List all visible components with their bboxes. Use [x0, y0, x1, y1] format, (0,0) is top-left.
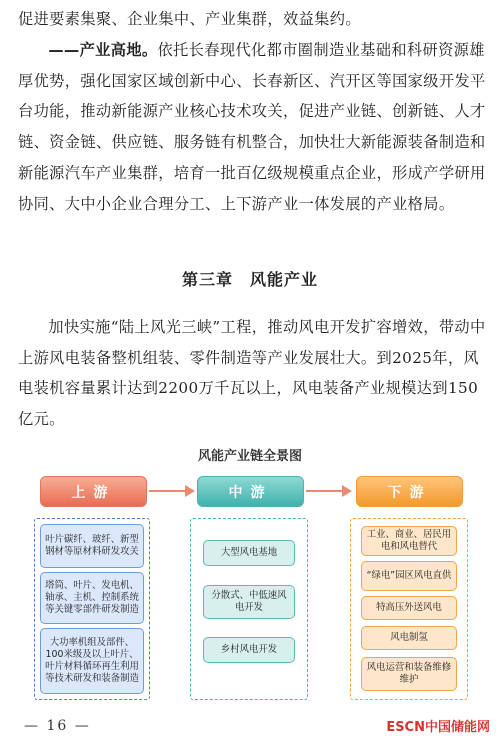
chapter-title: 第三章 风能产业: [181, 270, 318, 289]
stage-downstream-label: 下游: [387, 484, 432, 501]
site-logo: [386, 716, 490, 735]
downstream-item: 风电运营和装备维修维护: [361, 657, 457, 691]
paragraph-2-lead: ——产业高地。: [48, 41, 158, 59]
midstream-item: 乡村风电开发: [203, 637, 295, 663]
paragraph-2-body: 依托长春现代化都市圈制造业基础和科研资源雄厚优势，强化国家区域创新中心、长春新区、汽开区等国家级开发平台功能，推动新能源产业核心技术攻关，促进产业链、创新链、人才链、资金链、供应链、服务链有机整合，加快壮大新能源装备制造和新能源汽车产业集群，培育一批百亿级规模重点企业，形成产学研用协同、大中小企业合理分工、上下游产业一体发展的产业格局。: [18, 41, 486, 213]
page-number: — 16 —: [24, 718, 91, 734]
stage-midstream: [197, 476, 304, 507]
paragraph-3: 加快实施“陆上风光三峡”工程，推动风电开发扩容增效，带动中上游风电装备整机组装、零件制造等产业发展壮大。到2025年，风电装机容量累计达到2200万千瓦以上，风电装备产业规模达到150亿元。: [18, 318, 486, 429]
stage-upstream-label: 上游: [71, 484, 116, 501]
diagram-title: 风能产业链全景图: [197, 449, 302, 464]
stage-midstream-label: 中游: [228, 484, 273, 501]
paragraph-1: 促进要素集聚、企业集中、产业集群，效益集约。: [18, 10, 361, 28]
downstream-item: “绿电”园区风电直供: [361, 561, 457, 591]
site-logo-name: 中国储能网: [424, 720, 490, 735]
upstream-item: 叶片碳纤、玻纤、新型钢材等原材料研发攻关: [40, 524, 144, 568]
midstream-item: 大型风电基地: [203, 540, 295, 566]
downstream-item: 工业、商业、居民用电和风电替代: [361, 526, 457, 556]
downstream-item: 风电制氢: [361, 626, 457, 650]
stage-downstream: [356, 476, 463, 507]
upstream-item: 大功率机组及部件、100米级及以上叶片、叶片材料循环再生利用等技术研发和装备制造: [40, 628, 144, 694]
site-logo-escn: ESCN: [386, 720, 425, 735]
paragraph-2: [18, 35, 488, 219]
stage-upstream: [40, 476, 147, 507]
arrow-mid-to-down-icon: [306, 484, 352, 498]
upstream-item: 塔筒、叶片、发电机、轴承、主机、控制系统等关键零部件研发制造: [40, 572, 144, 624]
arrow-up-to-mid-icon: [149, 484, 195, 498]
downstream-item: 特高压外送风电: [361, 596, 457, 620]
midstream-item: 分散式、中低速风电开发: [203, 585, 295, 619]
